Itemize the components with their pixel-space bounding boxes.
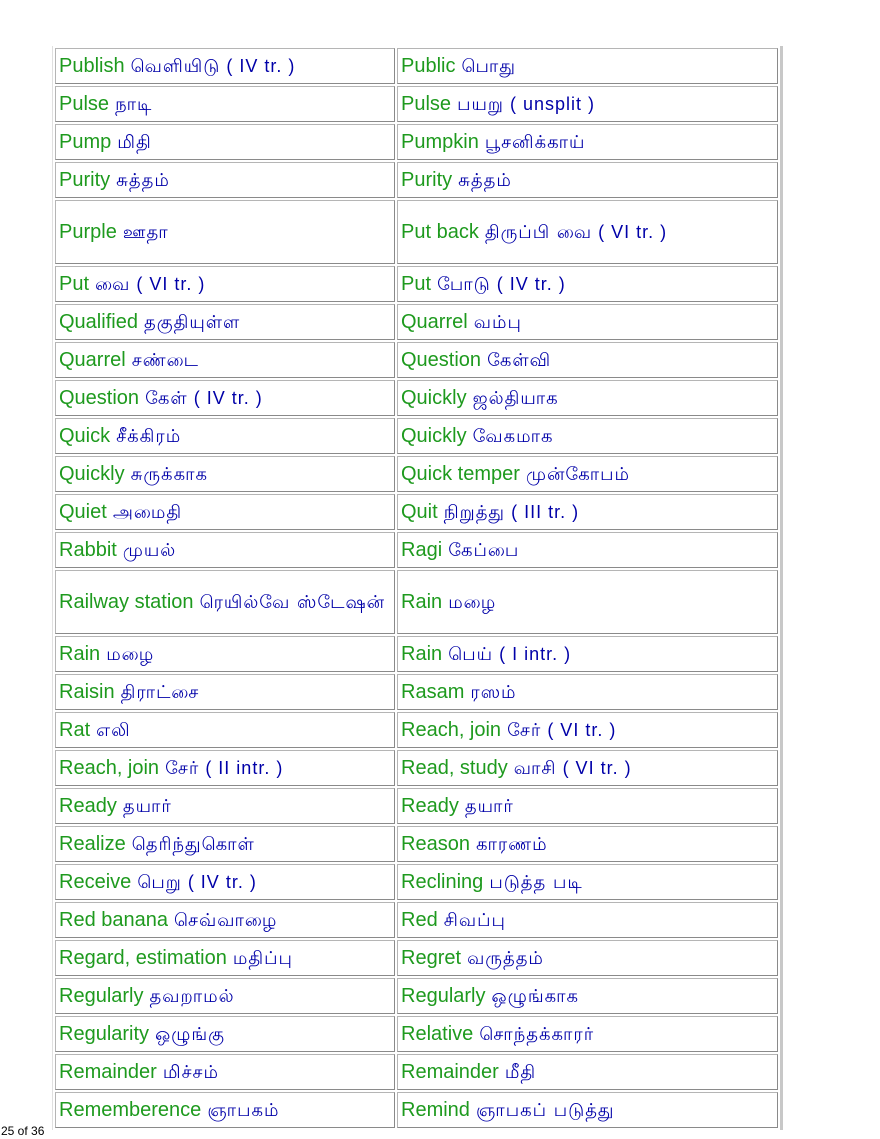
- english-word: Rain: [401, 590, 443, 613]
- entry-cell-right: [397, 712, 778, 748]
- table-row: [55, 1092, 778, 1128]
- tamil-word: சுத்தம்: [116, 169, 170, 191]
- tamil-word: சுத்தம்: [458, 169, 512, 191]
- entry-cell-left: [55, 162, 395, 198]
- entry-cell-left: [55, 864, 395, 900]
- english-word: Regularly: [401, 984, 486, 1007]
- english-word: Raisin: [59, 680, 115, 703]
- english-word: Purity: [59, 168, 111, 191]
- tamil-word: சிவப்பு: [443, 909, 506, 931]
- entry-cell-left: [55, 380, 395, 416]
- table-row: [55, 124, 778, 160]
- english-word: Quickly: [59, 462, 125, 485]
- english-word: Rabbit: [59, 538, 117, 561]
- english-word: Rememberence: [59, 1098, 202, 1121]
- page-number: 25 of 36: [1, 1124, 45, 1138]
- table-row: [55, 456, 778, 492]
- english-word: Rain: [59, 642, 101, 665]
- entry-cell-right: [397, 532, 778, 568]
- english-word: Reach, join: [401, 718, 502, 741]
- table-row: [55, 48, 778, 84]
- entry-cell-left: [55, 304, 395, 340]
- tamil-word: வை: [95, 273, 131, 295]
- entry-cell-right: [397, 304, 778, 340]
- entry-cell-left: [55, 788, 395, 824]
- english-word: Regret: [401, 946, 462, 969]
- tamil-word: தயார்: [464, 795, 514, 817]
- glossary-table: [52, 46, 783, 1130]
- tamil-word: வெளியிடு: [130, 55, 221, 77]
- table-row: [55, 342, 778, 378]
- entry-cell-right: [397, 456, 778, 492]
- tamil-word: மழை: [448, 591, 497, 613]
- english-word: Public: [401, 54, 456, 77]
- table-row: [55, 162, 778, 198]
- entry-cell-left: [55, 940, 395, 976]
- verb-class: ( VI tr. ): [547, 719, 617, 740]
- entry-cell-right: [397, 380, 778, 416]
- table-row: [55, 266, 778, 302]
- entry-cell-right: [397, 636, 778, 672]
- english-word: Put: [59, 272, 90, 295]
- entry-cell-left: [55, 200, 395, 264]
- english-word: Regularity: [59, 1022, 150, 1045]
- table-row: [55, 826, 778, 862]
- english-word: Ready: [401, 794, 459, 817]
- entry-cell-left: [55, 636, 395, 672]
- table-row: [55, 532, 778, 568]
- english-word: Ragi: [401, 538, 443, 561]
- table-row: [55, 86, 778, 122]
- table-row: [55, 494, 778, 530]
- tamil-word: முயல்: [122, 539, 177, 561]
- english-word: Put back: [401, 220, 479, 243]
- entry-cell-right: [397, 266, 778, 302]
- english-word: Quit: [401, 500, 438, 523]
- tamil-word: மதிப்பு: [232, 947, 293, 969]
- english-word: Publish: [59, 54, 125, 77]
- tamil-word: ஒழுங்கு: [155, 1023, 226, 1045]
- english-word: Reason: [401, 832, 470, 855]
- tamil-word: கேள்வி: [487, 349, 552, 371]
- entry-cell-left: [55, 266, 395, 302]
- english-word: Quickly: [401, 386, 467, 409]
- english-word: Quick: [59, 424, 111, 447]
- entry-cell-right: [397, 940, 778, 976]
- table-row: [55, 940, 778, 976]
- tamil-word: ஊதா: [122, 221, 169, 243]
- tamil-word: ஜல்தியாக: [472, 387, 559, 409]
- entry-cell-left: [55, 1016, 395, 1052]
- english-word: Red: [401, 908, 438, 931]
- tamil-word: வம்பு: [473, 311, 522, 333]
- verb-class: ( VI tr. ): [136, 273, 206, 294]
- entry-cell-right: [397, 570, 778, 634]
- tamil-word: ரஸம்: [470, 681, 517, 703]
- tamil-word: மீதி: [504, 1061, 537, 1083]
- english-word: Relative: [401, 1022, 474, 1045]
- english-word: Quarrel: [59, 348, 126, 371]
- entry-cell-right: [397, 864, 778, 900]
- entry-cell-right: [397, 124, 778, 160]
- entry-cell-right: [397, 788, 778, 824]
- entry-cell-right: [397, 674, 778, 710]
- tamil-word: சண்டை: [131, 349, 199, 371]
- tamil-word: முன்கோபம்: [525, 463, 631, 485]
- tamil-word: வாசி: [513, 757, 557, 779]
- english-word: Regularly: [59, 984, 144, 1007]
- table-row: [55, 636, 778, 672]
- tamil-word: ஞாபகம்: [207, 1099, 280, 1121]
- english-word: Ready: [59, 794, 117, 817]
- english-word: Pulse: [59, 92, 110, 115]
- table-row: [55, 674, 778, 710]
- entry-cell-right: [397, 1054, 778, 1090]
- tamil-word: மிச்சம்: [162, 1061, 220, 1083]
- entry-cell-left: [55, 1054, 395, 1090]
- entry-cell-right: [397, 200, 778, 264]
- entry-cell-left: [55, 532, 395, 568]
- tamil-word: பெய்: [448, 643, 494, 665]
- tamil-word: எலி: [96, 719, 131, 741]
- tamil-word: சுருக்காக: [130, 463, 208, 485]
- tamil-word: சேர்: [507, 719, 542, 741]
- entry-cell-right: [397, 48, 778, 84]
- entry-cell-left: [55, 86, 395, 122]
- english-word: Qualified: [59, 310, 138, 333]
- entry-cell-right: [397, 750, 778, 786]
- table-row: [55, 380, 778, 416]
- tamil-word: தெரிந்துகொள்: [131, 833, 255, 855]
- tamil-word: திராட்சை: [120, 681, 200, 703]
- english-word: Rain: [401, 642, 443, 665]
- table-row: [55, 864, 778, 900]
- entry-cell-right: [397, 494, 778, 530]
- verb-class: ( I intr. ): [499, 643, 572, 664]
- table-row: [55, 712, 778, 748]
- entry-cell-right: [397, 86, 778, 122]
- tamil-word: காரணம்: [475, 833, 548, 855]
- english-word: Rat: [59, 718, 91, 741]
- verb-class: ( IV tr. ): [496, 273, 566, 294]
- tamil-word: போடு: [437, 273, 491, 295]
- tamil-word: சொந்தக்காரர்: [479, 1023, 595, 1045]
- entry-cell-left: [55, 418, 395, 454]
- english-word: Pulse: [401, 92, 452, 115]
- tamil-word: நிறுத்து: [443, 501, 506, 523]
- entry-cell-left: [55, 124, 395, 160]
- english-word: Pump: [59, 130, 112, 153]
- verb-class: ( IV tr. ): [226, 55, 296, 76]
- entry-cell-right: [397, 826, 778, 862]
- english-word: Receive: [59, 870, 132, 893]
- tamil-word: கேள்: [145, 387, 188, 409]
- table-row: [55, 1016, 778, 1052]
- tamil-word: வருத்தம்: [467, 947, 544, 969]
- tamil-word: மிதி: [117, 131, 152, 153]
- english-word: Remainder: [59, 1060, 157, 1083]
- verb-class: ( VI tr. ): [562, 757, 632, 778]
- entry-cell-left: [55, 456, 395, 492]
- tamil-word: பயறு: [457, 93, 504, 115]
- entry-cell-left: [55, 570, 395, 634]
- entry-cell-right: [397, 1016, 778, 1052]
- table-row: [55, 304, 778, 340]
- entry-cell-left: [55, 750, 395, 786]
- english-word: Quarrel: [401, 310, 468, 333]
- tamil-word: ஞாபகப் படுத்து: [475, 1099, 615, 1121]
- tamil-word: பெறு: [137, 871, 182, 893]
- glossary-body: [55, 48, 778, 1128]
- english-word: Realize: [59, 832, 126, 855]
- english-word: Question: [401, 348, 482, 371]
- tamil-word: பூசனிக்காய்: [484, 131, 586, 153]
- table-row: [55, 200, 778, 264]
- english-word: Read, study: [401, 756, 508, 779]
- verb-class: ( VI tr. ): [598, 221, 668, 242]
- tamil-word: திருப்பி வை: [484, 221, 593, 243]
- english-word: Purity: [401, 168, 453, 191]
- table-row: [55, 1054, 778, 1090]
- tamil-word: வேகமாக: [472, 425, 554, 447]
- tamil-word: ரெயில்வே ஸ்டேஷன்: [199, 591, 386, 613]
- tamil-word: பொது: [461, 55, 516, 77]
- english-word: Put: [401, 272, 432, 295]
- english-word: Reclining: [401, 870, 484, 893]
- verb-class: ( unsplit ): [510, 93, 596, 114]
- tamil-word: கேப்பை: [448, 539, 520, 561]
- entry-cell-left: [55, 48, 395, 84]
- tamil-word: சேர்: [165, 757, 200, 779]
- english-word: Purple: [59, 220, 117, 243]
- entry-cell-left: [55, 978, 395, 1014]
- verb-class: ( II intr. ): [205, 757, 284, 778]
- english-word: Rasam: [401, 680, 465, 703]
- tamil-word: படுத்த படி: [489, 871, 583, 893]
- english-word: Red banana: [59, 908, 168, 931]
- tamil-word: நாடி: [115, 93, 153, 115]
- english-word: Quickly: [401, 424, 467, 447]
- tamil-word: தயார்: [122, 795, 172, 817]
- entry-cell-left: [55, 494, 395, 530]
- english-word: Question: [59, 386, 140, 409]
- tamil-word: அமைதி: [112, 501, 183, 523]
- entry-cell-right: [397, 418, 778, 454]
- table-row: [55, 788, 778, 824]
- table-row: [55, 902, 778, 938]
- entry-cell-right: [397, 1092, 778, 1128]
- english-word: Remainder: [401, 1060, 499, 1083]
- tamil-word: சீக்கிரம்: [116, 425, 182, 447]
- english-word: Railway station: [59, 590, 194, 613]
- tamil-word: தகுதியுள்ள: [143, 311, 241, 333]
- tamil-word: மழை: [106, 643, 155, 665]
- verb-class: ( IV tr. ): [193, 387, 263, 408]
- entry-cell-right: [397, 162, 778, 198]
- english-word: Regard, estimation: [59, 946, 227, 969]
- entry-cell-left: [55, 674, 395, 710]
- english-word: Reach, join: [59, 756, 160, 779]
- entry-cell-left: [55, 342, 395, 378]
- table-row: [55, 750, 778, 786]
- entry-cell-right: [397, 342, 778, 378]
- entry-cell-left: [55, 1092, 395, 1128]
- verb-class: ( III tr. ): [511, 501, 580, 522]
- entry-cell-left: [55, 902, 395, 938]
- entry-cell-right: [397, 902, 778, 938]
- tamil-word: ஒழுங்காக: [491, 985, 580, 1007]
- english-word: Pumpkin: [401, 130, 479, 153]
- tamil-word: தவறாமல்: [149, 985, 235, 1007]
- table-row: [55, 418, 778, 454]
- table-row: [55, 570, 778, 634]
- english-word: Quiet: [59, 500, 107, 523]
- entry-cell-left: [55, 826, 395, 862]
- english-word: Remind: [401, 1098, 470, 1121]
- entry-cell-left: [55, 712, 395, 748]
- entry-cell-right: [397, 978, 778, 1014]
- tamil-word: செவ்வாழை: [174, 909, 278, 931]
- english-word: Quick temper: [401, 462, 520, 485]
- verb-class: ( IV tr. ): [187, 871, 257, 892]
- table-row: [55, 978, 778, 1014]
